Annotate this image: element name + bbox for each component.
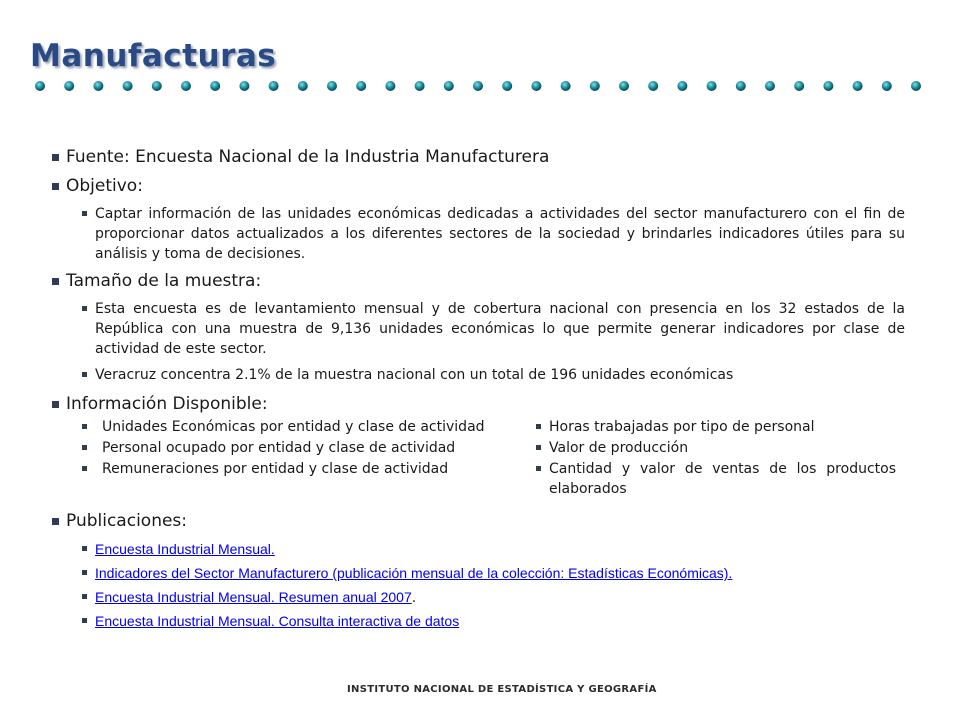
divider-dot bbox=[648, 81, 658, 91]
publicacion-suffix-3: . bbox=[411, 590, 417, 606]
divider-dot bbox=[210, 81, 220, 91]
objetivo-heading: Objetivo: bbox=[50, 175, 905, 197]
divider-dot bbox=[590, 81, 600, 91]
divider-dot bbox=[502, 81, 512, 91]
info-left-1: Unidades Económicas por entidad y clase de actividad bbox=[50, 417, 486, 437]
footer-institution: INSTITUTO NACIONAL DE ESTADÍSTICA Y GEOGRAFÍA bbox=[347, 684, 657, 695]
divider-dot bbox=[765, 81, 775, 91]
info-left-2: Personal ocupado por entidad y clase de actividad bbox=[50, 438, 486, 458]
publicacion-item bbox=[50, 611, 905, 632]
divider-dot bbox=[853, 81, 863, 91]
informacion-columns bbox=[50, 417, 905, 500]
divider-dot bbox=[911, 81, 921, 91]
divider-dot bbox=[444, 81, 454, 91]
page-title: Manufacturas bbox=[30, 38, 277, 74]
muestra-heading: Tamaño de la muestra: bbox=[50, 270, 905, 292]
muestra-item-2: Veracruz concentra 2.1% de la muestra nacional con un total de 196 unidades económicas bbox=[50, 365, 905, 385]
divider-dot bbox=[736, 81, 746, 91]
fuente-item: Fuente: Encuesta Nacional de la Industria Manufacturera bbox=[50, 146, 905, 168]
divider-dot bbox=[298, 81, 308, 91]
info-right-3: Cantidad y valor de ventas de los productos elaborados bbox=[526, 459, 896, 499]
divider-dot bbox=[531, 81, 541, 91]
divider-dot bbox=[239, 81, 249, 91]
divider-dot bbox=[181, 81, 191, 91]
divider-dot bbox=[269, 81, 279, 91]
divider-dot bbox=[882, 81, 892, 91]
divider-dot bbox=[35, 81, 45, 91]
divider-dot bbox=[327, 81, 337, 91]
publicacion-item bbox=[50, 587, 905, 608]
informacion-heading: Información Disponible: bbox=[50, 393, 905, 415]
publicacion-link-2[interactable]: Indicadores del Sector Manufacturero (publicación mensual de la colección: Estadísticas Económicas). bbox=[95, 565, 733, 581]
main-content bbox=[50, 146, 905, 635]
dotted-divider bbox=[30, 79, 935, 95]
publicacion-link-1[interactable]: Encuesta Industrial Mensual. bbox=[95, 541, 275, 557]
divider-dot bbox=[356, 81, 366, 91]
divider-dot bbox=[64, 81, 74, 91]
divider-dot bbox=[415, 81, 425, 91]
objetivo-text: Captar información de las unidades económicas dedicadas a actividades del sector manufacturero con el fin de proporcionar datos actualizados a los diferentes sectores de la sociedad y brindarles indicadores útiles para su análisis y toma de decisiones. bbox=[50, 204, 905, 264]
publicacion-item bbox=[50, 539, 905, 560]
divider-dot bbox=[677, 81, 687, 91]
publicacion-link-3[interactable]: Encuesta Industrial Mensual. Resumen anual 2007 bbox=[95, 589, 412, 605]
publicacion-link-4[interactable]: Encuesta Industrial Mensual. Consulta interactiva de datos bbox=[95, 613, 460, 629]
divider-dot bbox=[123, 81, 133, 91]
info-left-3: Remuneraciones por entidad y clase de actividad bbox=[50, 459, 486, 479]
informacion-right bbox=[526, 417, 896, 500]
info-right-1: Horas trabajadas por tipo de personal bbox=[526, 417, 896, 437]
divider-dot bbox=[823, 81, 833, 91]
divider-dot bbox=[473, 81, 483, 91]
divider-dot bbox=[619, 81, 629, 91]
divider-dot bbox=[93, 81, 103, 91]
publicaciones-heading: Publicaciones: bbox=[50, 510, 905, 532]
divider-dot bbox=[794, 81, 804, 91]
divider-dot bbox=[385, 81, 395, 91]
info-right-2: Valor de producción bbox=[526, 438, 896, 458]
muestra-item-1: Esta encuesta es de levantamiento mensual y de cobertura nacional con presencia en los 32 estados de la República con una muestra de 9,136 unidades económicas lo que permite generar indicadores por clase de actividad de este sector. bbox=[50, 299, 905, 359]
divider-dot bbox=[561, 81, 571, 91]
publicacion-item bbox=[50, 563, 905, 584]
informacion-left bbox=[50, 417, 486, 500]
divider-dot bbox=[707, 81, 717, 91]
divider-dot bbox=[152, 81, 162, 91]
